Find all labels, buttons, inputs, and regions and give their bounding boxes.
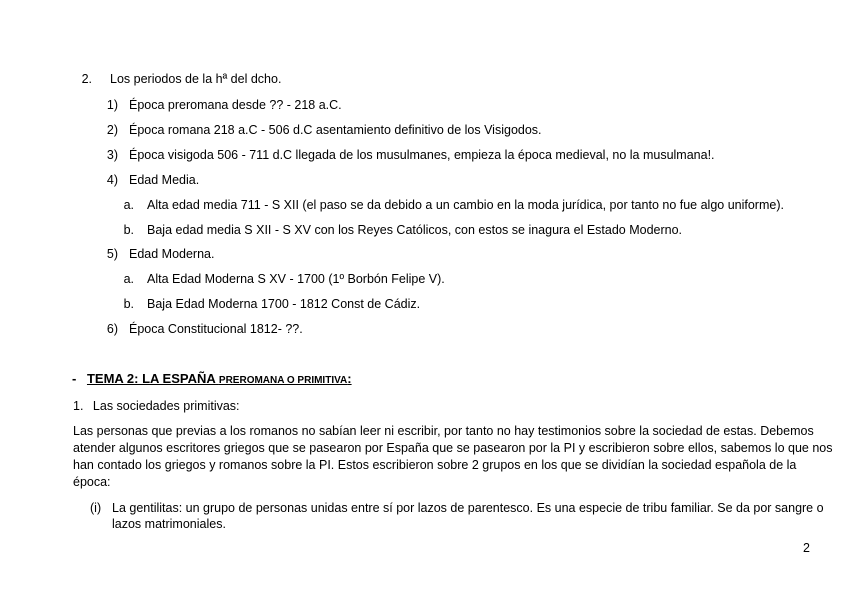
tema-heading <box>72 371 352 389</box>
list-subitem-text: Baja edad media S XII - S XV con los Reyes Católicos, con estos se inagura el Estado Moderno. <box>147 223 683 237</box>
list-item-number: 5) <box>106 247 118 261</box>
list-subitem-letter: b. <box>123 297 134 311</box>
subsection-title: Las sociedades primitivas: <box>92 399 240 413</box>
list-item-number: 3) <box>106 148 118 162</box>
roman-list-item <box>90 500 824 516</box>
paragraph-line: época: <box>73 475 111 489</box>
list-subitem-letter: a. <box>123 198 134 212</box>
subsection-heading <box>73 398 240 414</box>
section-title: Los periodos de la hª del dcho. <box>110 72 282 86</box>
list-item-number: 4) <box>106 173 118 187</box>
tema-title-part1: TEMA 2: LA ESPAÑA <box>86 371 219 386</box>
list-item-number: 6) <box>106 322 118 336</box>
roman-list-number: (i) <box>90 501 102 515</box>
roman-list-text-line1: La gentilitas: un grupo de personas unidas entre sí por lazos de parentesco. Es una especie de tribu familiar. Se da por sangre o <box>112 501 824 515</box>
tema-title-part2: PREROMANA O PRIMITIVA <box>218 375 348 386</box>
list-item-text: Época preromana desde ?? - 218 a.C. <box>129 98 342 112</box>
paragraph-line: atender algunos escritores griegos que se pasearon por España que se pasearon por la PI y escribieron sobre ellos, sabemos lo que nos <box>73 441 833 455</box>
list-subitem-text: Alta Edad Moderna S XV - 1700 (1º Borbón Felipe V). <box>147 272 445 286</box>
list-item-text: Época romana 218 a.C - 506 d.C asentamiento definitivo de los Visigodos. <box>129 123 542 137</box>
subsection-number: 1. <box>73 399 84 413</box>
list-item-text: Edad Moderna. <box>129 247 215 261</box>
list-item-text: Edad Media. <box>129 173 200 187</box>
paragraph-line: Las personas que previas a los romanos no sabían leer ni escribir, por tanto no hay testimonios sobre la sociedad de estas. Debemos <box>73 424 814 438</box>
list-item-number: 1) <box>106 98 118 112</box>
list-item-text: Época Constitucional 1812- ??. <box>129 322 303 336</box>
roman-list-text-line2: lazos matrimoniales. <box>112 517 226 531</box>
list-item-text: Época visigoda 506 - 711 d.C llegada de los musulmanes, empieza la época medieval, no la musulmana!. <box>129 148 715 162</box>
tema-bullet: - <box>72 371 77 386</box>
list-item-number: 2) <box>106 123 118 137</box>
section-number: 2. <box>81 72 92 86</box>
tema-title-part3: : <box>347 371 352 386</box>
tema-title <box>87 371 352 386</box>
list-subitem-text: Alta edad media 711 - S XII (el paso se da debido a un cambio en la moda jurídica, por tanto no fue algo uniforme). <box>147 198 784 212</box>
list-subitem-letter: a. <box>123 272 134 286</box>
list-subitem-text: Baja Edad Moderna 1700 - 1812 Const de Cádiz. <box>147 297 421 311</box>
paragraph-line: han contado los griegos y romanos sobre la PI. Estos escribieron sobre 2 grupos en los que se dividían la sociedad española de la <box>73 458 797 472</box>
list-subitem-letter: b. <box>123 223 134 237</box>
page-number: 2 <box>803 541 810 555</box>
